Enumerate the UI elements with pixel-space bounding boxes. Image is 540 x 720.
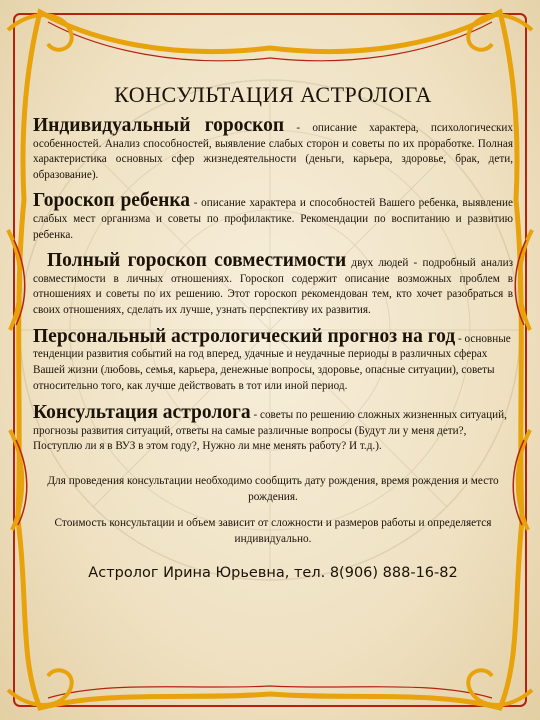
section-heading: Консультация астролога — [33, 401, 251, 423]
section-child-horoscope — [33, 190, 513, 243]
pricing-note: Стоимость консультации и объем зависит от сложности и размеров работы и определяется индивидуально. — [54, 517, 492, 546]
section-text: - советы по решению сложных жизненных ситуаций, прогнозы развития ситуаций, ответы на самые различные вопросы (Будут ли у меня дети?, Поступлю ли я в ВУЗ в этом году?, Нужно ли мне менять работу? И т.д.). — [33, 408, 507, 453]
contact-line: Астролог Ирина Юрьевна, тел. 8(906) 888-16-82 — [88, 565, 458, 582]
section-individual-horoscope — [33, 115, 513, 183]
section-compatibility-horoscope — [33, 250, 513, 318]
section-heading: Гороскоп ребенка — [33, 190, 191, 212]
section-text: - описание характера, психологических особенностей. Анализ способностей, выявление слабых сторон и советы по их проработке. Полная характеристика основных сфер жизнедеятельности (деньги, карьера, здоровье, брак, дети, образование). — [33, 122, 513, 181]
flyer-content — [33, 70, 513, 581]
consultation-requirements-note: Для проведения консультации необходимо сообщить дату рождения, время рождения и место рождения. — [47, 475, 499, 504]
section-heading: Персональный астрологический прогноз на год — [33, 325, 456, 347]
section-heading: Индивидуальный гороскоп — [33, 115, 285, 136]
section-heading: Полный гороскоп совместимости — [47, 250, 347, 272]
section-yearly-forecast — [33, 325, 513, 395]
section-text: двух людей - подробный анализ совместимости в личных отношениях. Гороскоп содержит описание возможных проблем в отношениях и советы по их решению. Этот гороскоп рекомендован тем, кто хочет разобраться в своих отношениях, сделать их лучше, узнать перспективу их развития. — [33, 257, 513, 316]
section-astrologer-consultation — [33, 401, 513, 455]
section-text: - основные тенденции развития событий на год вперед, удачные и неудачные периоды в различных сферах Вашей жизни (любовь, семья, карьера, денежные вопросы, здоровье, опасные ситуации), советы относительно того, как лучше действовать в тот или иной период. — [33, 332, 511, 392]
page-title: КОНСУЛЬТАЦИЯ АСТРОЛОГА — [114, 82, 432, 107]
section-text: - описание характера и способностей Вашего ребенка, выявление слабых мест организма и советы по профилактике. Рекомендации по воспитанию и развитию ребенка. — [33, 197, 513, 241]
